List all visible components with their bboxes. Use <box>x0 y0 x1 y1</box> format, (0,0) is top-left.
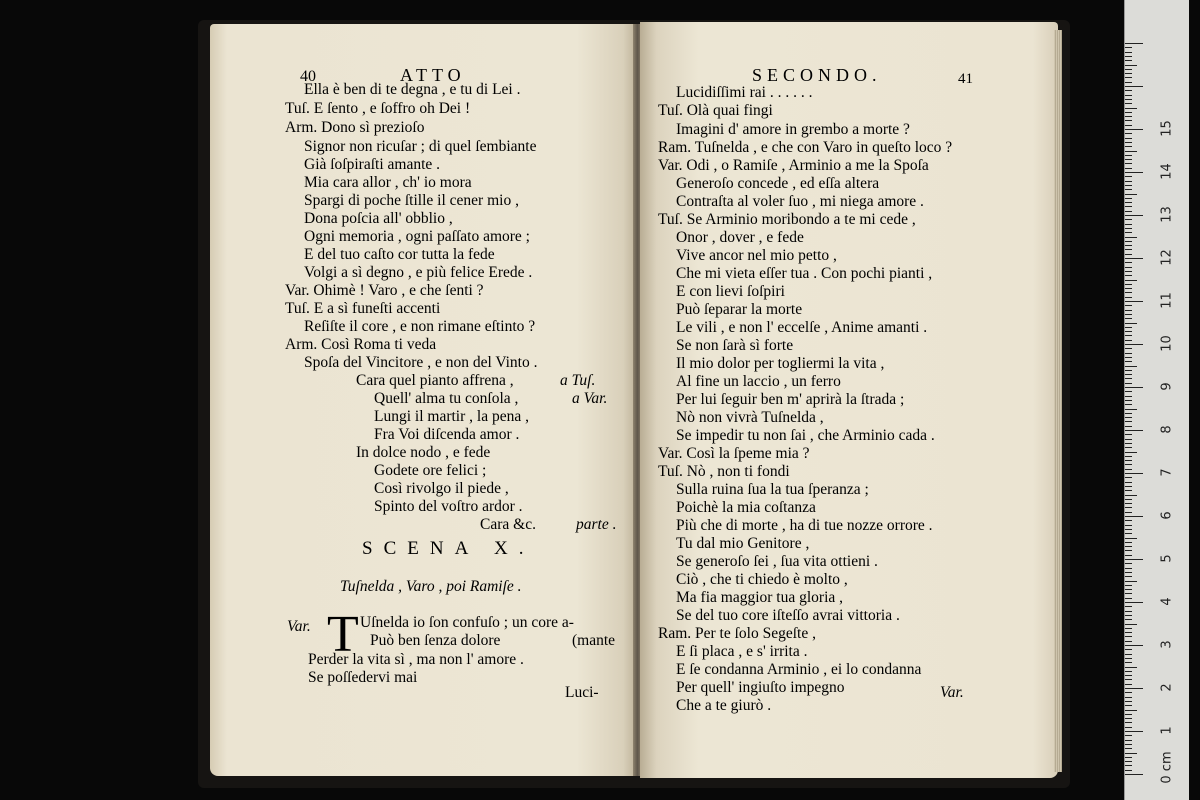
ruler-tick <box>1125 611 1132 612</box>
ruler-tick <box>1125 159 1132 160</box>
ruler-tick <box>1125 297 1132 298</box>
ruler-label: 14 <box>1159 163 1175 180</box>
ruler-label: 6 <box>1159 511 1175 520</box>
ruler-tick <box>1125 615 1132 616</box>
ruler-tick <box>1125 628 1132 629</box>
ruler-tick <box>1125 482 1132 483</box>
ruler-tick <box>1125 593 1132 594</box>
ruler-tick <box>1125 215 1143 216</box>
ruler-tick <box>1125 512 1132 513</box>
text-line: Lucidiſſimi rai . . . . . . <box>676 84 813 101</box>
ruler-tick <box>1125 649 1132 650</box>
catchword: Var. <box>940 684 964 701</box>
ruler-tick <box>1125 516 1143 517</box>
ruler-tick <box>1125 348 1132 349</box>
ruler-tick <box>1125 430 1143 431</box>
ruler-tick <box>1125 82 1132 83</box>
ruler-tick <box>1125 142 1132 143</box>
text-line: Imagini d' amore in grembo a morte ? <box>676 121 910 138</box>
ruler-tick <box>1125 417 1132 418</box>
text-line: Se generoſo ſei , ſua vita ottieni . <box>676 553 878 570</box>
ruler-tick <box>1125 237 1137 238</box>
ruler-tick <box>1125 47 1132 48</box>
text-line: Tuſ. Olà quai fingi <box>658 102 773 119</box>
text-line: Tu dal mio Genitore , <box>676 535 810 552</box>
text-line: Uſnelda io ſon confuſo ; un core a- <box>360 614 574 631</box>
text-line: Signor non ricuſar ; di quel ſembiante <box>304 138 537 155</box>
ruler-tick <box>1125 421 1132 422</box>
scene-title: SCENA X. <box>362 538 535 559</box>
text-line: Ogni memoria , ogni paſſato amore ; <box>304 228 530 245</box>
text-line: Onor , dover , e fede <box>676 229 804 246</box>
text-line: E ſi placa , e s' irrita . <box>676 643 808 660</box>
ruler-tick <box>1125 533 1132 534</box>
ruler-tick <box>1125 211 1132 212</box>
ruler-tick <box>1125 206 1132 207</box>
ruler-tick <box>1125 69 1132 70</box>
text-line: Per quell' ingiuſto impegno <box>676 679 845 696</box>
ruler-tick <box>1125 520 1132 521</box>
text-line: Fra Voi diſcenda amor . <box>374 426 520 443</box>
ruler-tick <box>1125 103 1132 104</box>
ruler-tick <box>1125 90 1132 91</box>
text-line: (mante <box>572 632 616 649</box>
ruler-label: 2 <box>1159 683 1175 692</box>
ruler-tick <box>1125 770 1132 771</box>
ruler-tick <box>1125 344 1143 345</box>
ruler-tick <box>1125 305 1132 306</box>
stage-direction: a Var. <box>572 390 608 407</box>
ruler-tick <box>1125 224 1132 225</box>
text-line: In dolce nodo , e fede <box>356 444 491 461</box>
ruler-tick <box>1125 301 1143 302</box>
ruler-tick <box>1125 56 1132 57</box>
ruler-tick <box>1125 391 1132 392</box>
text-line: Nò non vivrà Tuſnelda , <box>676 409 824 426</box>
ruler-tick <box>1125 740 1132 741</box>
text-line: Le vili , e non l' eccelſe , Anime amanti . <box>676 319 928 336</box>
ruler-tick <box>1125 568 1132 569</box>
ruler-label: 5 <box>1159 554 1175 563</box>
text-line: Reſiſte il core , e non rimane eſtinto ? <box>304 318 536 335</box>
ruler-tick <box>1125 443 1132 444</box>
ruler-tick <box>1125 675 1132 676</box>
ruler-tick <box>1125 585 1132 586</box>
text-line: Che mi vieta eſſer tua . Con pochi pianti , <box>676 265 933 282</box>
ruler-tick <box>1125 323 1137 324</box>
text-line: Dona poſcia all' obblio , <box>304 210 453 227</box>
ruler-tick <box>1125 486 1132 487</box>
ruler-tick <box>1125 452 1137 453</box>
ruler-label: 4 <box>1159 597 1175 606</box>
ruler-label: 8 <box>1159 425 1175 434</box>
text-line: Cara quel pianto affrena , <box>356 372 514 389</box>
ruler-tick <box>1125 761 1132 762</box>
ruler-tick <box>1125 327 1132 328</box>
ruler-label: 10 <box>1159 335 1175 352</box>
ruler-tick <box>1125 546 1132 547</box>
text-line: Spargi di poche ſtille il cener mio , <box>304 192 519 209</box>
ruler-tick <box>1125 710 1137 711</box>
text-line: Per lui ſeguir ben m' aprirà la ſtrada ; <box>676 391 905 408</box>
text-line: E del tuo caſto cor tutta la fede <box>304 246 495 263</box>
ruler-tick <box>1125 507 1132 508</box>
ruler-tick <box>1125 671 1132 672</box>
ruler-tick <box>1125 185 1132 186</box>
ruler-tick <box>1125 714 1132 715</box>
ruler-tick <box>1125 606 1132 607</box>
ruler-tick <box>1125 172 1143 173</box>
ruler-tick <box>1125 43 1143 44</box>
ruler-label: 9 <box>1159 382 1175 391</box>
ruler-tick <box>1125 292 1132 293</box>
ruler-tick <box>1125 129 1143 130</box>
ruler-tick <box>1125 684 1132 685</box>
ruler-tick <box>1125 667 1137 668</box>
ruler-tick <box>1125 753 1137 754</box>
ruler-tick <box>1125 65 1137 66</box>
ruler-label: 15 <box>1159 120 1175 137</box>
ruler-label: 1 <box>1159 726 1175 735</box>
text-line: Così rivolgo il piede , <box>374 480 509 497</box>
speaker-label: Var. <box>287 618 311 635</box>
ruler-tick <box>1125 73 1132 74</box>
ruler-tick <box>1125 460 1132 461</box>
ruler-tick <box>1125 198 1132 199</box>
ruler-tick <box>1125 735 1132 736</box>
ruler-tick <box>1125 469 1132 470</box>
ruler-tick <box>1125 335 1132 336</box>
text-line: Può ſeparar la morte <box>676 301 803 318</box>
ruler-tick <box>1125 284 1132 285</box>
text-line: Se poſſedervi mai <box>308 669 418 686</box>
ruler-tick <box>1125 602 1143 603</box>
ruler-tick <box>1125 555 1132 556</box>
ruler-tick <box>1125 168 1132 169</box>
ruler-tick <box>1125 701 1132 702</box>
text-line: Godete ore felici ; <box>374 462 487 479</box>
ruler-tick <box>1125 757 1132 758</box>
ruler-tick <box>1125 396 1132 397</box>
scene-characters: Tuſnelda , Varo , poi Ramiſe . <box>340 578 522 595</box>
text-line: Tuſ. E a sì funeſti accenti <box>285 300 441 317</box>
ruler-tick <box>1125 499 1132 500</box>
catchword: Luci- <box>565 684 599 701</box>
ruler-tick <box>1125 258 1143 259</box>
ruler-label: 13 <box>1159 206 1175 223</box>
ruler-tick <box>1125 232 1132 233</box>
ruler-label: 11 <box>1159 292 1175 309</box>
text-line: Generoſo concede , ed eſſa altera <box>676 175 880 192</box>
stage-direction: parte . <box>576 516 617 533</box>
ruler-tick <box>1125 641 1132 642</box>
ruler-tick <box>1125 658 1132 659</box>
text-line: Volgi a sì degno , e più felice Erede . <box>304 264 533 281</box>
ruler-tick <box>1125 654 1132 655</box>
ruler-tick <box>1125 249 1132 250</box>
ruler-tick <box>1125 189 1132 190</box>
ruler-tick <box>1125 576 1132 577</box>
running-head-right: SECONDO. <box>752 65 882 85</box>
text-line: Ella è ben di te degna , e tu di Lei . <box>304 81 521 98</box>
ruler-tick <box>1125 340 1132 341</box>
text-line: Già ſoſpiraſti amante . <box>304 156 441 173</box>
ruler-tick <box>1125 473 1143 474</box>
ruler-tick <box>1125 525 1132 526</box>
ruler-tick <box>1125 636 1132 637</box>
ruler-tick <box>1125 318 1132 319</box>
ruler-tick <box>1125 538 1137 539</box>
text-line: Che a te giurò . <box>676 697 772 714</box>
text-line: Arm. Così Roma ti veda <box>285 336 437 353</box>
ruler-tick <box>1125 542 1132 543</box>
text-line: Può ben ſenza dolore <box>370 632 501 649</box>
ruler-label: 12 <box>1159 249 1175 266</box>
text-line: Tuſ. E ſento , e ſoffro oh Dei ! <box>285 100 471 117</box>
ruler-tick <box>1125 133 1132 134</box>
ruler-tick <box>1125 378 1132 379</box>
ruler-tick <box>1125 748 1132 749</box>
ruler-tick <box>1125 120 1132 121</box>
ruler-tick <box>1125 624 1137 625</box>
stage-direction: a Tuſ. <box>560 372 596 389</box>
ruler-tick <box>1125 310 1132 311</box>
ruler-tick <box>1125 245 1132 246</box>
ruler-tick <box>1125 409 1137 410</box>
ruler-tick <box>1125 331 1132 332</box>
ruler-tick <box>1125 60 1132 61</box>
ruler-tick <box>1125 357 1132 358</box>
text-line: Arm. Dono sì prezioſo <box>285 119 425 136</box>
ruler-tick <box>1125 404 1132 405</box>
text-line: Più che di morte , ha di tue nozze orrore . <box>676 517 933 534</box>
page-number-left: 40 <box>300 68 316 85</box>
ruler-tick <box>1125 86 1143 87</box>
text-line: Il mio dolor per togliermi la vita , <box>676 355 885 372</box>
ruler-tick <box>1125 529 1132 530</box>
page-number-right: 41 <box>958 71 973 87</box>
text-line: Poichè la mia coſtanza <box>676 499 816 516</box>
ruler-tick <box>1125 95 1132 96</box>
text-line: Spinto del voſtro ardor . <box>374 498 523 515</box>
running-head-left: ATTO <box>400 65 466 85</box>
ruler-tick <box>1125 563 1132 564</box>
text-line: Perder la vita sì , ma non l' amore . <box>308 651 524 668</box>
text-line: Tuſ. Nò , non ti fondi <box>658 463 790 480</box>
ruler-tick <box>1125 645 1143 646</box>
ruler-tick <box>1125 366 1137 367</box>
text-line: Contraſta al voler ſuo , mi niega amore . <box>676 193 924 210</box>
ruler-tick <box>1125 731 1143 732</box>
ruler-tick <box>1125 426 1132 427</box>
ruler-tick <box>1125 194 1137 195</box>
ruler-tick <box>1125 495 1137 496</box>
text-line: Se non ſarà sì forte <box>676 337 794 354</box>
ruler-tick <box>1125 138 1132 139</box>
ruler-tick <box>1125 383 1132 384</box>
ruler-tick <box>1125 447 1132 448</box>
ruler-tick <box>1125 387 1143 388</box>
ruler-tick <box>1125 99 1132 100</box>
ruler-label: 7 <box>1159 468 1175 477</box>
text-line: Ram. Tuſnelda , e che con Varo in queſto loco ? <box>658 139 953 156</box>
ruler-tick <box>1125 765 1132 766</box>
ruler-tick <box>1125 705 1132 706</box>
ruler-tick <box>1125 619 1132 620</box>
ruler-tick <box>1125 146 1132 147</box>
text-line: Mia cara allor , ch' io mora <box>304 174 472 191</box>
ruler-tick <box>1125 718 1132 719</box>
text-line: Quell' alma tu conſola , <box>374 390 519 407</box>
ruler-tick <box>1125 288 1132 289</box>
ruler-tick <box>1125 572 1132 573</box>
text-line: Spoſa del Vincitore , e non del Vinto . <box>304 354 538 371</box>
measuring-ruler <box>1124 0 1189 800</box>
ruler-tick <box>1125 434 1132 435</box>
ruler-tick <box>1125 254 1132 255</box>
text-line: Var. Così la ſpeme mia ? <box>658 445 810 462</box>
ruler-tick <box>1125 219 1132 220</box>
ruler-tick <box>1125 727 1132 728</box>
ruler-tick <box>1125 464 1132 465</box>
ruler-tick <box>1125 267 1132 268</box>
ruler-tick <box>1125 581 1137 582</box>
ruler-tick <box>1125 181 1132 182</box>
ruler-tick <box>1125 262 1132 263</box>
ruler-tick <box>1125 155 1132 156</box>
text-line: Se impedir tu non ſai , che Arminio cada . <box>676 427 935 444</box>
ruler-tick <box>1125 202 1132 203</box>
ruler-tick <box>1125 679 1132 680</box>
ruler-tick <box>1125 550 1132 551</box>
text-line: Cara &c. <box>480 516 536 533</box>
ruler-tick <box>1125 559 1143 560</box>
text-line: Ciò , che ti chiedo è molto , <box>676 571 848 588</box>
ruler-tick <box>1125 697 1132 698</box>
ruler-tick <box>1125 112 1132 113</box>
ruler-tick <box>1125 241 1132 242</box>
ruler-tick <box>1125 125 1132 126</box>
ruler-tick <box>1125 176 1132 177</box>
text-line: Lungi il martir , la pena , <box>374 408 529 425</box>
text-line: Var. Odi , o Ramiſe , Arminio a me la Spoſa <box>658 157 929 174</box>
ruler-tick <box>1125 632 1132 633</box>
ruler-tick <box>1125 353 1132 354</box>
ruler-tick <box>1125 280 1137 281</box>
ruler-tick <box>1125 490 1132 491</box>
text-line: Ram. Per te ſolo Segeſte , <box>658 625 816 642</box>
ruler-tick <box>1125 692 1132 693</box>
ruler-tick <box>1125 688 1143 689</box>
ruler-tick <box>1125 271 1132 272</box>
text-line: Sulla ruina ſua la tua ſperanza ; <box>676 481 869 498</box>
ruler-tick <box>1125 361 1132 362</box>
text-line: Al fine un laccio , un ferro <box>676 373 841 390</box>
ruler-tick <box>1125 662 1132 663</box>
text-line: Vive ancor nel mio petto , <box>676 247 837 264</box>
ruler-tick <box>1125 374 1132 375</box>
ruler-tick <box>1125 589 1132 590</box>
text-line: E con lievi ſoſpiri <box>676 283 785 300</box>
ruler-tick <box>1125 503 1132 504</box>
ruler-tick <box>1125 744 1132 745</box>
ruler-tick <box>1125 370 1132 371</box>
ruler-tick <box>1125 722 1132 723</box>
ruler-label: 3 <box>1159 640 1175 649</box>
ruler-tick <box>1125 456 1132 457</box>
ruler-tick <box>1125 108 1137 109</box>
page-edges <box>1054 30 1062 772</box>
text-line: Tuſ. Se Arminio moribondo a te mi cede , <box>658 211 916 228</box>
ruler-tick <box>1125 52 1132 53</box>
ruler-tick <box>1125 598 1132 599</box>
text-line: Var. Ohimè ! Varo , e che ſenti ? <box>285 282 484 299</box>
ruler-tick <box>1125 439 1132 440</box>
ruler-tick <box>1125 774 1143 775</box>
ruler-tick <box>1125 163 1132 164</box>
text-line: E ſe condanna Arminio , ei lo condanna <box>676 661 922 678</box>
ruler-tick <box>1125 228 1132 229</box>
ruler-label: 0 cm <box>1159 751 1175 784</box>
ruler-tick <box>1125 477 1132 478</box>
ruler-tick <box>1125 275 1132 276</box>
text-line: Ma fia maggior tua gloria , <box>676 589 844 606</box>
ruler-tick <box>1125 413 1132 414</box>
text-line: Se del tuo core iſteſſo avrai vittoria . <box>676 607 900 624</box>
ruler-tick <box>1125 77 1132 78</box>
ruler-tick <box>1125 314 1132 315</box>
drop-cap: T <box>327 606 359 663</box>
ruler-tick <box>1125 400 1132 401</box>
ruler-tick <box>1125 116 1132 117</box>
ruler-tick <box>1125 151 1137 152</box>
